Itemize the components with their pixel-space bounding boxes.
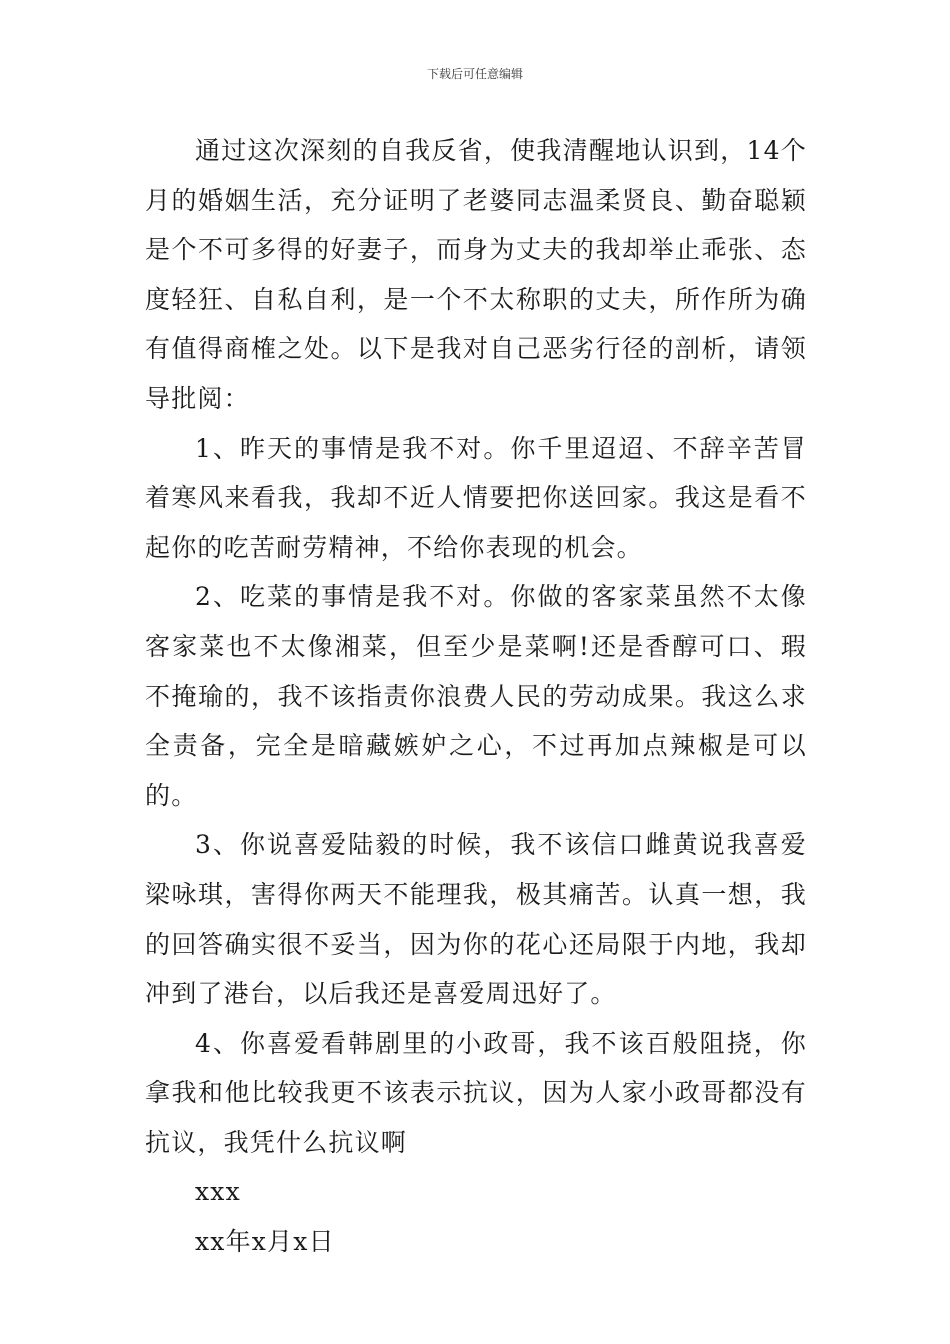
- paragraph-item-1: 1、昨天的事情是我不对。你千里迢迢、不辞辛苦冒着寒风来看我，我却不近人情要把你送回家。我这是看不起你的吃苦耐劳精神，不给你表现的机会。: [145, 433, 807, 562]
- letter-body: [145, 126, 807, 1267]
- paragraph-item-2: 2、吃菜的事情是我不对。你做的客家菜虽然不太像客家菜也不太像湘菜，但至少是菜啊!还是香醇可口、瑕不掩瑜的，我不该指责你浪费人民的劳动成果。我这么求全责备，完全是暗藏嫉妒之心，不过再加点辣椒是可以的。: [145, 582, 807, 810]
- date-line: xx年x月x日: [195, 1227, 335, 1257]
- page-header-note: 下载后可任意编辑: [426, 67, 523, 81]
- paragraph-intro: 通过这次深刻的自我反省，使我清醒地认识到，14个月的婚姻生活，充分证明了老婆同志温柔贤良、勤奋聪颖是个不可多得的好妻子，而身为丈夫的我却举止乖张、态度轻狂、自私自利，是一个不太称职的丈夫，所作所为确有值得商榷之处。以下是我对自己恶劣行径的剖析，请领导批阅：: [145, 136, 807, 413]
- paragraph-item-4: 4、你喜爱看韩剧里的小政哥，我不该百般阻挠，你拿我和他比较我更不该表示抗议，因为人家小政哥都没有抗议，我凭什么抗议啊: [145, 1028, 807, 1157]
- signature: xxx: [195, 1177, 241, 1207]
- paragraph-item-3: 3、你说喜爱陆毅的时候，我不该信口雌黄说我喜爱梁咏琪，害得你两天不能理我，极其痛苦。认真一想，我的回答确实很不妥当，因为你的花心还局限于内地，我却冲到了港台，以后我还是喜爱周迅好了。: [145, 830, 807, 1009]
